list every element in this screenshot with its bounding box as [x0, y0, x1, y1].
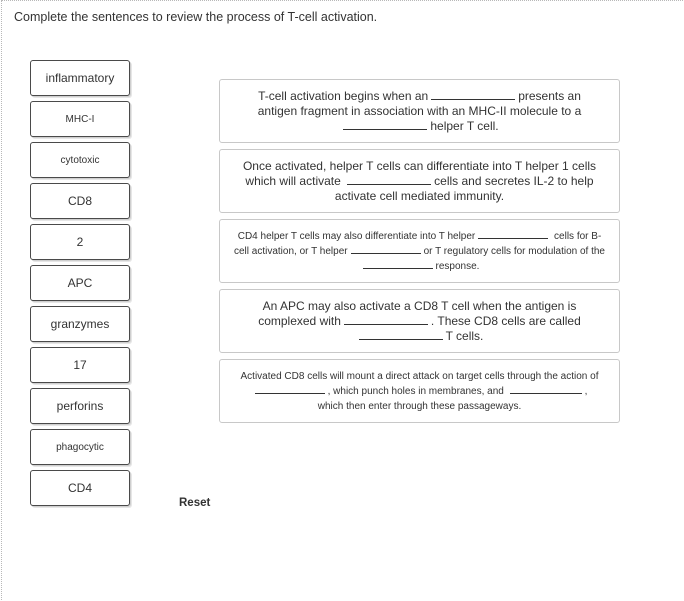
drop-target-3c[interactable]	[363, 267, 433, 269]
sentence-box-1: T-cell activation begins when an presents an antigen fragment in association with an MHC-II molecule to a helper T cell.	[219, 79, 620, 143]
word-chip-inflammatory[interactable]: inflammatory	[30, 60, 130, 96]
drop-target-1a[interactable]	[431, 98, 515, 100]
word-chip-17[interactable]: 17	[30, 347, 130, 383]
drop-target-3a[interactable]	[478, 237, 548, 239]
drop-target-3b[interactable]	[351, 252, 421, 254]
drop-target-5b[interactable]	[510, 392, 582, 394]
word-chip-cd4[interactable]: CD4	[30, 470, 130, 506]
drop-target-2a[interactable]	[347, 183, 431, 185]
word-chip-mhc-i[interactable]: MHC-I	[30, 101, 130, 137]
word-chip-2[interactable]: 2	[30, 224, 130, 260]
drop-target-4b[interactable]	[359, 338, 443, 340]
sentence-box-4: An APC may also activate a CD8 T cell when the antigen is complexed with . These CD8 cells are called T cells.	[219, 289, 620, 353]
word-chip-cd8[interactable]: CD8	[30, 183, 130, 219]
instructions-text: Complete the sentences to review the process of T-cell activation.	[14, 10, 378, 24]
word-chip-cytotoxic[interactable]: cytotoxic	[30, 142, 130, 178]
sentence-box-5: Activated CD8 cells will mount a direct attack on target cells through the action of, which punch holes in membranes, and , which then enter through these passageways.	[219, 359, 620, 423]
word-chip-apc[interactable]: APC	[30, 265, 130, 301]
sentence-box-2: Once activated, helper T cells can differentiate into T helper 1 cells which will activate cells and secretes IL-2 to help activate cell mediated immunity.	[219, 149, 620, 213]
word-chip-granzymes[interactable]: granzymes	[30, 306, 130, 342]
word-chip-phagocytic[interactable]: phagocytic	[30, 429, 130, 465]
drop-target-4a[interactable]	[344, 323, 428, 325]
drop-target-1b[interactable]	[343, 128, 427, 130]
sentence-box-3: CD4 helper T cells may also differentiate into T helper cells for B-cell activation, or T helper or T regulatory cells for modulation of theresponse.	[219, 219, 620, 283]
drop-target-5a[interactable]	[255, 392, 325, 394]
word-chip-perforins[interactable]: perforins	[30, 388, 130, 424]
reset-button[interactable]: Reset	[179, 497, 211, 509]
